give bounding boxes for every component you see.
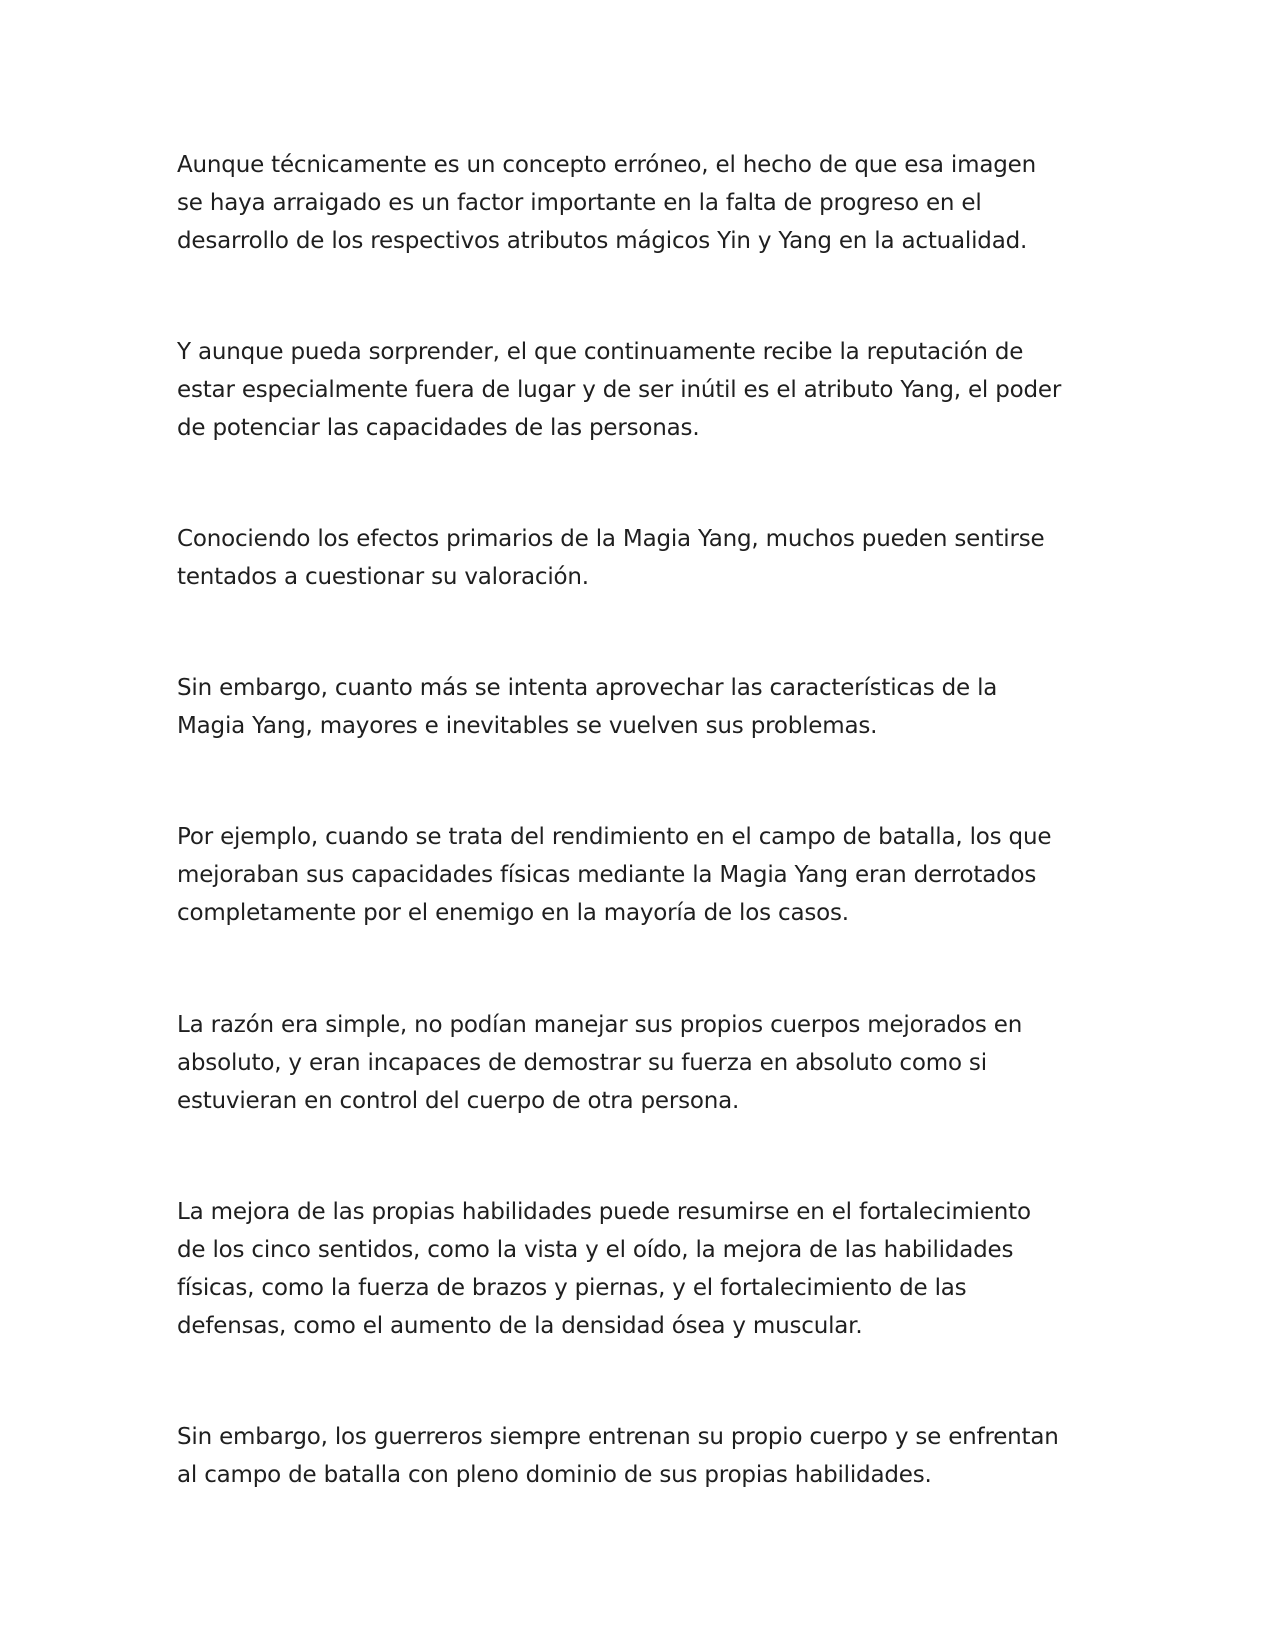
paragraph-line: La razón era simple, no podían manejar sus propios cuerpos mejorados en: [177, 1012, 1023, 1038]
paragraph-line: se haya arraigado es un factor importante en la falta de progreso en el: [177, 190, 982, 216]
paragraph-line: Sin embargo, los guerreros siempre entrenan su propio cuerpo y se enfrentan: [177, 1424, 1059, 1450]
paragraph-line: La mejora de las propias habilidades puede resumirse en el fortalecimiento: [177, 1199, 1031, 1225]
paragraph-3: [177, 520, 1117, 596]
paragraph-line: físicas, como la fuerza de brazos y piernas, y el fortalecimiento de las: [177, 1275, 967, 1301]
paragraph-line: Por ejemplo, cuando se trata del rendimiento en el campo de batalla, los que: [177, 824, 1052, 850]
paragraph-line: de potenciar las capacidades de las personas.: [177, 415, 700, 441]
paragraph-line: completamente por el enemigo en la mayoría de los casos.: [177, 900, 849, 926]
paragraph-line: Y aunque pueda sorprender, el que continuamente recibe la reputación de: [177, 339, 1024, 365]
paragraph-line: al campo de batalla con pleno dominio de sus propias habilidades.: [177, 1462, 932, 1488]
paragraph-line: tentados a cuestionar su valoración.: [177, 564, 589, 590]
paragraph-line: desarrollo de los respectivos atributos mágicos Yin y Yang en la actualidad.: [177, 228, 1028, 254]
paragraph-line: defensas, como el aumento de la densidad ósea y muscular.: [177, 1313, 863, 1339]
paragraph-line: estuvieran en control del cuerpo de otra persona.: [177, 1088, 740, 1114]
paragraph-line: de los cinco sentidos, como la vista y el oído, la mejora de las habilidades: [177, 1237, 1014, 1263]
paragraph-2: [177, 333, 1117, 447]
paragraph-5: [177, 818, 1117, 932]
paragraph-line: Sin embargo, cuanto más se intenta aprovechar las características de la: [177, 675, 998, 701]
paragraph-line: Aunque técnicamente es un concepto erróneo, el hecho de que esa imagen: [177, 152, 1036, 178]
paragraph-line: Magia Yang, mayores e inevitables se vuelven sus problemas.: [177, 713, 878, 739]
paragraph-6: [177, 1006, 1117, 1120]
paragraph-line: mejoraban sus capacidades físicas mediante la Magia Yang eran derrotados: [177, 862, 1037, 888]
paragraph-line: Conociendo los efectos primarios de la Magia Yang, muchos pueden sentirse: [177, 526, 1045, 552]
paragraph-1: [177, 146, 1117, 260]
paragraph-line: estar especialmente fuera de lugar y de ser inútil es el atributo Yang, el poder: [177, 377, 1062, 403]
paragraph-7: [177, 1193, 1117, 1345]
paragraph-4: [177, 669, 1117, 745]
paragraph-8: [177, 1418, 1117, 1494]
paragraph-line: absoluto, y eran incapaces de demostrar su fuerza en absoluto como si: [177, 1050, 987, 1076]
